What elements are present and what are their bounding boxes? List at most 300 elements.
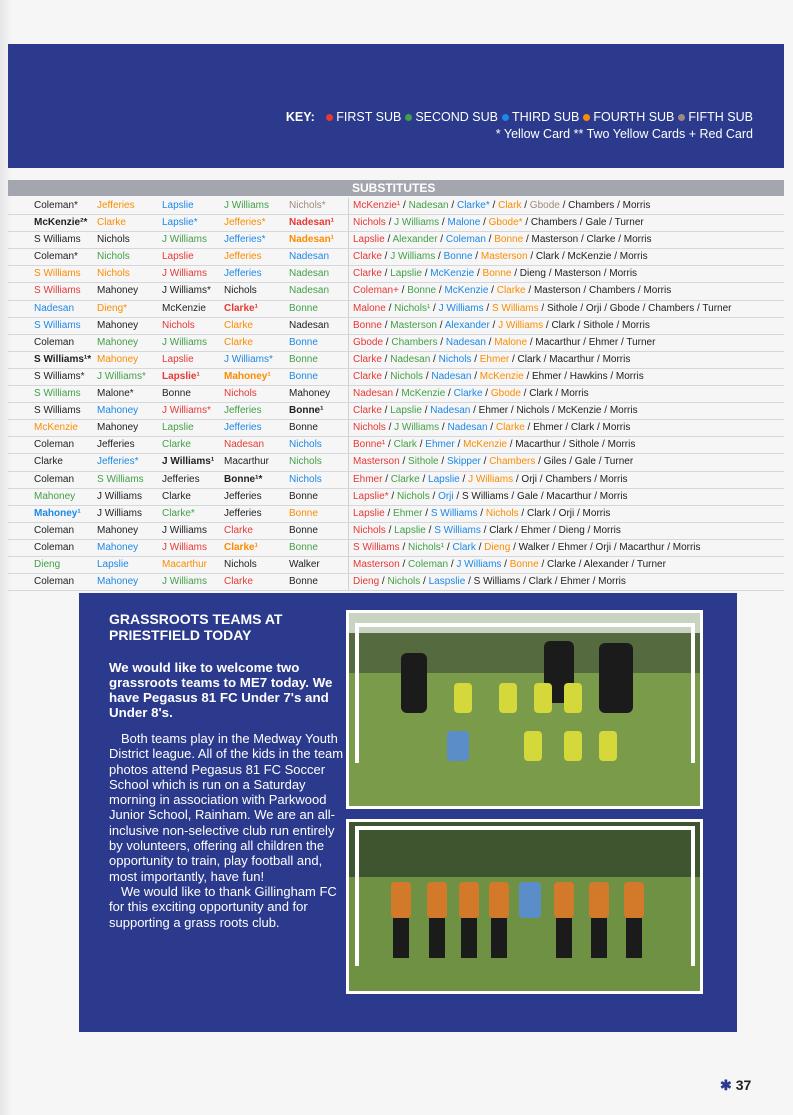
substitute-name: / [437, 336, 446, 348]
player-cell: J Williams [162, 268, 207, 280]
player-cell: Bonne [289, 370, 318, 382]
player-cell: Clarke [224, 576, 253, 588]
substitute-name: / [487, 422, 496, 434]
player-cell: Coleman [34, 524, 75, 536]
substitutes-title: SUBSTITUTES [352, 181, 436, 195]
player-cell: Coleman [34, 541, 75, 553]
table-row [8, 283, 784, 300]
player-cell: Jefferies [162, 473, 200, 485]
substitute-name: S Williams [434, 524, 481, 536]
substitute-name: Clarke [353, 370, 382, 382]
key-item-label: THIRD SUB [512, 110, 580, 124]
substitute-name: Malone [494, 336, 528, 348]
substitute-name: / [439, 217, 448, 229]
player-cell: Nichols [289, 456, 322, 468]
substitute-name: S Williams [430, 507, 478, 519]
substitute-name: / [435, 251, 444, 263]
player-cell: Mahoney [97, 524, 139, 536]
substitute-name: / [382, 473, 391, 485]
substitute-name: Lapslie [353, 507, 385, 519]
column-divider [348, 574, 349, 590]
substitute-name: Clarke [495, 422, 525, 434]
substitute-name: / [385, 439, 394, 451]
table-row [8, 420, 784, 437]
substitute-name: / [421, 268, 431, 280]
substitutes-cell [353, 405, 638, 416]
substitute-name: McKenzie¹ [353, 200, 401, 211]
substitute-name: Nichols¹ [394, 302, 431, 314]
substitute-name: / [488, 285, 497, 297]
column-divider [348, 232, 349, 248]
column-divider [348, 198, 349, 214]
substitute-name: Clark [452, 541, 476, 553]
table-row [8, 437, 784, 454]
substitutes-cell [353, 576, 626, 587]
substitute-name: / [385, 217, 395, 229]
key-dot-icon [405, 114, 412, 121]
table-row [8, 574, 784, 591]
substitute-name: Masterson [353, 558, 400, 570]
substitute-name: / [381, 370, 391, 382]
player-cell: Nichols [224, 285, 257, 297]
substitute-name: Nadesan [353, 388, 394, 400]
substitute-name: / Orji / Chambers / Morris [513, 473, 628, 485]
player-cell: Clarke¹ [224, 302, 258, 314]
substitute-name: / Chambers / Gale / Turner [522, 217, 644, 229]
player-cell: Dieng [34, 558, 61, 570]
substitute-name: Gbode [529, 200, 560, 211]
player-cell: Lapslie [162, 353, 194, 365]
player-cell: McKenzie [162, 302, 206, 314]
table-row [8, 318, 784, 335]
panel-paragraph: We would like to thank Gillingham FC for this exciting opportunity and for supporting a grass roots club. [109, 883, 337, 930]
substitute-name: Nadesan [431, 370, 472, 382]
substitutes-cell [353, 371, 644, 382]
substitute-name: J Williams [498, 319, 544, 331]
substitute-name: Clarke [353, 353, 382, 365]
substitute-name: / [448, 558, 457, 570]
substitute-name: / [436, 319, 445, 331]
substitute-name: Clark [393, 439, 417, 451]
substitute-name: / [438, 456, 447, 468]
substitute-name: / [485, 234, 495, 246]
substitute-name: / Giles / Gale / Turner [535, 456, 634, 468]
substitute-name: / [483, 302, 492, 314]
substitute-name: Nichols [353, 422, 386, 434]
substitute-name: / [388, 490, 397, 502]
substitute-name: McKenzie [463, 439, 507, 451]
player-cell: Bonne [289, 422, 318, 434]
player-cell: Mahoney [34, 490, 76, 502]
substitute-name: / [385, 422, 395, 434]
panel-lead: We would like to welcome two grassroots teams to ME7 today. We have Pegasus 81 FC Under 7's and Under 8's. [109, 660, 333, 720]
substitute-name: / Clark / Sithole / Morris [543, 319, 650, 331]
column-divider [348, 403, 349, 419]
key-item-label: FIFTH SUB [688, 110, 753, 124]
table-row [8, 557, 784, 574]
panel-title: GRASSROOTS TEAMS AT PRIESTFIELD TODAY [109, 611, 283, 643]
substitute-name: Lapslie [390, 405, 422, 417]
player-cell: Nichols* [289, 200, 326, 211]
substitute-name: / [454, 439, 464, 451]
substitute-name: Nadesan [408, 200, 449, 211]
player-cell: Clarke [224, 336, 253, 348]
substitute-name: / Clark / Orji / Morris [518, 507, 611, 519]
player-cell: Bonne [289, 336, 318, 348]
player-cell: J Williams¹ [162, 456, 215, 468]
substitute-name: / [400, 200, 409, 211]
substitute-name: / [489, 200, 499, 211]
table-row [8, 198, 784, 215]
substitute-name: / [379, 576, 388, 588]
substitute-name: / [471, 370, 480, 382]
substitute-name: / Masterson / Clarke / Morris [523, 234, 652, 246]
player-cell: J Williams [162, 541, 207, 553]
substitute-name: J Williams [456, 558, 502, 570]
player-cell: Clarke [224, 319, 253, 331]
player-cell: Nadesan [34, 302, 75, 314]
substitute-name: Clarke [353, 268, 382, 280]
substitute-name: / [477, 507, 486, 519]
substitute-name: McKenzie [430, 268, 475, 280]
substitute-name: / [482, 388, 491, 400]
player-cell: Clarke [97, 217, 126, 229]
substitute-name: / [425, 524, 435, 536]
substitutes-cell [353, 508, 610, 519]
key-dot-icon [502, 114, 509, 121]
substitute-name: Nichols [353, 217, 386, 229]
player-cell: S Williams [34, 268, 81, 280]
table-row [8, 266, 784, 283]
substitute-name: / Masterson / Chambers / Morris [525, 285, 672, 297]
player-cell: J Williams* [97, 370, 146, 382]
player-cell: Clarke¹ [224, 541, 258, 553]
player-cell: Malone* [97, 388, 134, 400]
substitute-name: / [419, 473, 429, 485]
team-photo-illustration [349, 613, 700, 806]
card-legend: * Yellow Card ** Two Yellow Cards + Red Card [495, 127, 753, 141]
player-cell: Mahoney [97, 576, 139, 588]
player-cell: Jefferies [224, 507, 262, 519]
player-cell: Bonne¹ [289, 405, 324, 417]
table-row [8, 454, 784, 471]
player-cell: J Williams [97, 490, 142, 502]
substitute-name: / [472, 251, 481, 263]
substitutes-cell [353, 217, 644, 228]
column-divider [348, 454, 349, 470]
substitute-name: J Williams [394, 422, 440, 434]
player-cell: Clarke* [162, 507, 195, 519]
player-cell: S Williams [34, 234, 81, 246]
player-cell: Mahoney [97, 319, 139, 331]
player-cell: J Williams [162, 524, 207, 536]
substitute-name: / [501, 558, 510, 570]
substitute-name: Gbode* [488, 217, 523, 229]
player-cell: Mahoney [97, 541, 139, 553]
substitutes-cell [353, 234, 652, 245]
substitute-name: / [423, 370, 432, 382]
player-cell: Lapslie [162, 200, 194, 211]
player-cell: Jefferies [224, 490, 262, 502]
player-cell: Clarke [162, 490, 191, 502]
table-row [8, 249, 784, 266]
substitute-name: McKenzie [479, 370, 524, 382]
substitute-name: / [437, 234, 446, 246]
column-divider [348, 557, 349, 573]
substitute-name: / [381, 353, 391, 365]
substitute-name: Alexander [444, 319, 490, 331]
player-cell: Jefferies* [224, 234, 266, 246]
substitute-name: / Ehmer / Clark / Morris [524, 422, 631, 434]
substitute-name: Bonne¹ [353, 439, 386, 451]
team-photo-under-8s [346, 819, 703, 994]
player-cell: Nichols [289, 473, 322, 485]
key-legend [286, 110, 753, 124]
substitutes-cell [353, 491, 628, 502]
substitute-name: Masterson [390, 319, 437, 331]
substitute-name: Malone [353, 302, 386, 314]
player-cell: Coleman* [34, 251, 78, 263]
player-cell: Coleman [34, 336, 75, 348]
substitute-name: Nadesan [447, 422, 488, 434]
player-cell: J Williams [162, 336, 207, 348]
player-cell: Bonne [289, 353, 318, 365]
table-row [8, 523, 784, 540]
substitute-name: / [445, 388, 454, 400]
substitute-name: / [474, 268, 483, 280]
table-row [8, 472, 784, 489]
team-photo-under-7s [346, 610, 703, 809]
lineup-table [8, 198, 784, 591]
substitute-name: J Williams [438, 302, 484, 314]
substitutes-cell [353, 559, 666, 570]
player-cell: S Williams [34, 285, 81, 297]
substitute-name: Clarke [390, 473, 420, 485]
column-divider [348, 420, 349, 436]
substitute-name: Skipper [446, 456, 481, 468]
player-cell: Coleman [34, 439, 75, 451]
player-cell: Coleman [34, 473, 75, 485]
substitute-name: Nichols [438, 353, 472, 365]
column-divider [348, 249, 349, 265]
table-row [8, 489, 784, 506]
column-divider [348, 215, 349, 231]
column-divider [348, 472, 349, 488]
substitute-name: Clarke [453, 388, 483, 400]
team-photo-illustration [349, 822, 700, 991]
player-cell: Clarke [224, 524, 253, 536]
substitute-name: Masterson [353, 456, 400, 468]
table-row [8, 506, 784, 523]
player-cell: Jefferies [224, 422, 262, 434]
substitutes-cell [353, 542, 701, 553]
substitute-name: Bonne [407, 285, 437, 297]
substitute-name: J Williams [468, 473, 514, 485]
player-cell: Jefferies [97, 200, 135, 211]
substitute-name: J Williams [390, 251, 436, 263]
table-row [8, 540, 784, 557]
player-cell: Bonne [289, 541, 318, 553]
substitute-name: / [459, 473, 469, 485]
key-item-label: FOURTH SUB [593, 110, 675, 124]
player-cell: Nadesan [289, 319, 330, 331]
player-cell: Jefferies* [97, 456, 139, 468]
key-dot-icon [583, 114, 590, 121]
player-cell: Lapslie* [162, 217, 198, 229]
substitute-name: / [399, 541, 409, 553]
substitute-name: Malone [447, 217, 481, 229]
player-cell: Nadesan¹ [289, 234, 335, 246]
substitute-name: Chambers [391, 336, 438, 348]
substitute-name: Bonne [443, 251, 473, 263]
substitute-name: Nichols [390, 370, 424, 382]
substitute-name: / [384, 507, 394, 519]
table-row [8, 232, 784, 249]
substitute-name: / [385, 302, 395, 314]
player-cell: J Williams [97, 507, 142, 519]
substitute-name: / S Williams / Gale / Macarthur / Morris [453, 490, 628, 502]
player-cell: Clarke [34, 456, 63, 468]
player-cell: S Williams* [34, 370, 85, 382]
substitute-name: / Clarke / Alexander / Turner [538, 558, 666, 570]
player-cell: Mahoney¹ [224, 370, 271, 382]
player-cell: Macarthur [162, 558, 208, 570]
substitute-name: / [399, 558, 409, 570]
substitutes-cell [353, 303, 732, 314]
table-row [8, 301, 784, 318]
substitute-name: J Williams [394, 217, 440, 229]
substitute-name: / [521, 200, 530, 211]
substitute-name: Clark [498, 200, 522, 211]
substitute-name: Dieng [353, 576, 380, 588]
substitute-name: Clarke [353, 405, 382, 417]
substitute-name: / [398, 285, 408, 297]
player-cell: Clarke [162, 439, 191, 451]
substitute-name: / [480, 217, 489, 229]
substitute-name: Nadesan [390, 353, 431, 365]
substitute-name: Nadesan [445, 336, 486, 348]
substitute-name: / Clark / Morris [520, 388, 589, 400]
column-divider [348, 352, 349, 368]
column-divider [348, 523, 349, 539]
player-cell: Jefferies [224, 251, 262, 263]
key-label: KEY: [285, 110, 315, 124]
substitutes-cell [353, 525, 621, 536]
player-cell: Bonne [289, 524, 318, 536]
substitute-name: Ehmer [425, 439, 455, 451]
player-cell: Mahoney [97, 405, 139, 417]
key-dot-icon [678, 114, 685, 121]
substitute-name: Alexander [392, 234, 438, 246]
substitutes-cell [353, 354, 630, 365]
player-cell: Nichols [224, 558, 257, 570]
player-cell: Jefferies [224, 405, 262, 417]
substitute-name: / Ehmer / Nichols / McKenzie / Morris [470, 405, 638, 417]
substitute-name: Ehmer [479, 353, 510, 365]
substitute-name: Nichols [353, 524, 386, 536]
player-cell: Nadesan [289, 251, 330, 263]
player-cell: Nadesan¹ [289, 217, 335, 229]
player-cell: Bonne [289, 302, 318, 314]
substitute-name: / [429, 490, 439, 502]
column-divider [348, 506, 349, 522]
substitutes-cell [353, 388, 589, 399]
substitutes-cell [353, 337, 655, 348]
substitute-name: McKenzie [401, 388, 446, 400]
substitute-name: / [384, 234, 393, 246]
substitute-name: McKenzie [444, 285, 489, 297]
page-number: ✱ 37 [720, 1077, 752, 1093]
substitute-name: Laspslie [428, 576, 466, 588]
substitute-name: Gbode [490, 388, 521, 400]
player-cell: Nichols [97, 268, 130, 280]
table-row [8, 369, 784, 386]
substitute-name: / [430, 353, 439, 365]
substitute-name: Bonne [509, 558, 539, 570]
substitute-name: Nadesan [430, 405, 471, 417]
player-cell: Nichols [97, 251, 130, 263]
substitute-name: / Ehmer / Hawkins / Morris [523, 370, 644, 382]
substitutes-cell [353, 285, 671, 296]
club-crest-icon: ✱ [720, 1077, 732, 1093]
substitute-name: / [383, 336, 392, 348]
substitute-name: Ehmer [393, 507, 423, 519]
grassroots-panel [79, 593, 737, 1032]
column-divider [348, 318, 349, 334]
player-cell: J Williams* [162, 405, 211, 417]
player-cell: Lapslie [162, 251, 194, 263]
substitutes-cell [353, 251, 648, 262]
substitute-name: Orji [438, 490, 454, 502]
column-divider [348, 301, 349, 317]
substitute-name: / Walker / Ehmer / Orji / Macarthur / Morris [510, 541, 701, 553]
player-cell: Bonne¹* [224, 473, 263, 485]
substitute-name: / Sithole / Orji / Gbode / Chambers / Turner [538, 302, 732, 314]
column-divider [348, 540, 349, 556]
substitute-name: Coleman [408, 558, 449, 570]
player-cell: Mahoney [289, 388, 331, 400]
substitute-name: / Macarthur / Sithole / Morris [506, 439, 636, 451]
substitutes-cell [353, 268, 637, 279]
player-cell: Bonne [289, 576, 318, 588]
player-cell: Bonne [289, 507, 318, 519]
player-cell: Mahoney [97, 336, 139, 348]
substitutes-cell [353, 456, 633, 467]
substitute-name: Clarke [353, 251, 382, 263]
substitute-name: / [399, 456, 409, 468]
substitute-name: / [385, 524, 395, 536]
substitute-name: / [444, 541, 453, 553]
substitutes-cell [353, 200, 650, 211]
player-cell: Coleman* [34, 200, 78, 211]
column-divider [348, 283, 349, 299]
substitute-name: Gbode [353, 336, 384, 348]
column-divider [348, 335, 349, 351]
substitute-name: Nichols¹ [408, 541, 445, 553]
substitute-name: S Williams [491, 302, 539, 314]
substitute-name: / [393, 388, 402, 400]
column-divider [348, 266, 349, 282]
player-cell: Bonne [289, 490, 318, 502]
substitute-name: Ehmer [353, 473, 383, 485]
substitute-name: / [489, 319, 499, 331]
substitute-name: Bonne [482, 268, 512, 280]
substitute-name: / [485, 336, 495, 348]
substitute-name: / Clark / McKenzie / Morris [527, 251, 648, 263]
substitute-name: / Chambers / Morris [559, 200, 651, 211]
substitute-name: Sithole [408, 456, 439, 468]
substitute-name: / [381, 319, 391, 331]
